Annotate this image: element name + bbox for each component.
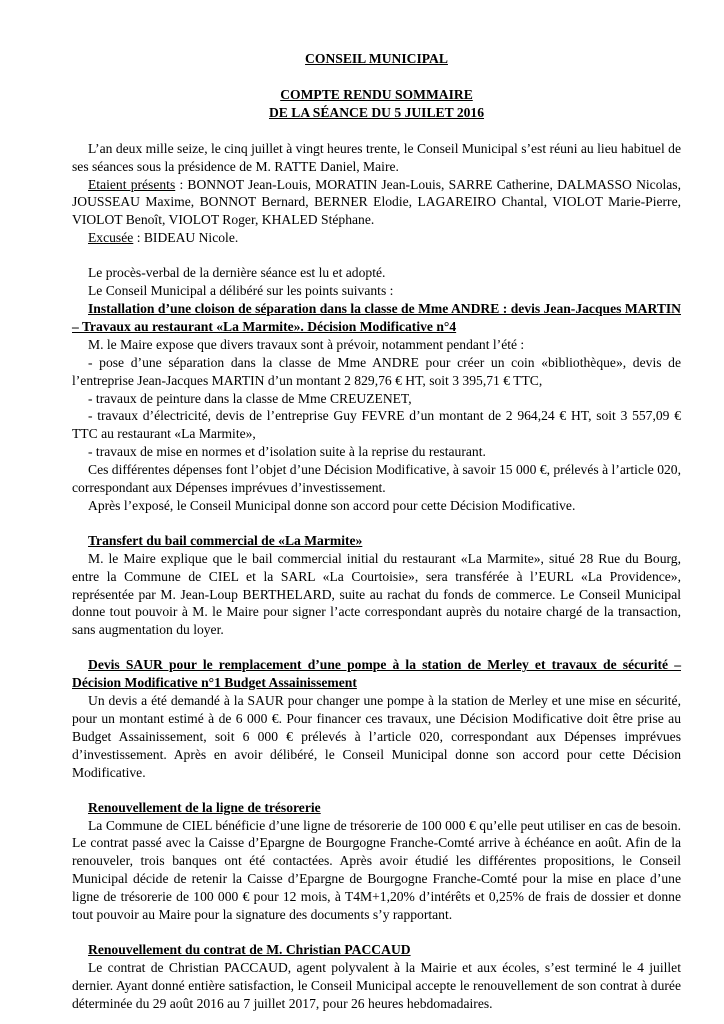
intro-opening: L’an deux mille seize, le cinq juillet à vingt heures trente, le Conseil Municipal s’est réuni au lieu habituel de ses séances sous la présidence de M. RATTE Daniel, Maire. xyxy=(72,140,681,174)
section-title: Installation d’une cloison de séparation dans la classe de Mme ANDRE : devis Jean-Jacques MARTIN – Travaux au restaurant «La Marmite». Décision Modificative n°4 xyxy=(72,300,681,334)
section-paragraph: - travaux de peinture dans la classe de Mme CREUZENET, xyxy=(88,390,412,406)
section-paragraph: - travaux de mise en normes et d’isolation suite à la reprise du restaurant. xyxy=(88,444,486,460)
deliberation-intro: Le Conseil Municipal a délibéré sur les points suivants : xyxy=(88,283,394,299)
excused-list: : BIDEAU Nicole. xyxy=(133,230,239,246)
present-label: Etaient présents xyxy=(88,176,176,192)
section-paragraph: M. le Maire expose que divers travaux sont à prévoir, notamment pendant l’été : xyxy=(88,336,525,352)
section-title: Renouvellement du contrat de M. Christian PACCAUD xyxy=(88,941,411,957)
section-title: Renouvellement de la ligne de trésorerie xyxy=(88,799,321,815)
section-paragraph: M. le Maire explique que le bail commercial initial du restaurant «La Marmite», situé 28 Rue du Bourg, entre la Commune de CIEL et la SARL «La Courtoisie», sera transférée à l’EURL «La Providence», représentée par M. Jean-Loup BERTHELARD, suite au rachat du fonds de commerce. Le Conseil Municipal donne tout pouvoir à M. le Maire pour signer l’acte correspondant auprès du notaire chargé de la transaction, sans augmentation du loyer. xyxy=(72,550,681,638)
section-paragraph: Après l’exposé, le Conseil Municipal donne son accord pour cette Décision Modificative. xyxy=(88,497,576,513)
section-title: Devis SAUR pour le remplacement d’une pompe à la station de Merley et travaux de sécurité – Décision Modificative n°1 Budget Assainissement xyxy=(72,657,681,691)
section-paragraph: - travaux d’électricité, devis de l’entreprise Guy FEVRE d’un montant de 2 964,24 € HT, soit 3 557,09 € TTC au restaurant «La Marmite», xyxy=(72,408,681,442)
document-subtitle-line1: COMPTE RENDU SOMMAIRE xyxy=(280,86,473,102)
section-paragraph: Ces différentes dépenses font l’objet d’une Décision Modificative, à savoir 15 000 €, prélevés à l’article 020, correspondant aux Dépenses imprévues d’investissement. xyxy=(72,462,681,496)
document-subtitle-line2: DE LA SÉANCE DU 5 JUILET 2016 xyxy=(268,104,485,120)
present-list: : BONNOT Jean-Louis, MORATIN Jean-Louis, SARRE Catherine, DALMASSO Nicolas, JOUSSEAU Maxime, BONNOT Bernard, BERNER Elodie, LAGAREIRO Chantal, VIOLOT Marie-Pierre, VIOLOT Benoît, VIOLOT Roger, KHALED Stéphane. xyxy=(72,176,681,228)
section-paragraph: - pose d’une séparation dans la classe de Mme ANDRE pour créer un coin «bibliothèque», devis de l’entreprise Jean-Jacques MARTIN d’un montant 2 829,76 € HT, soit 3 395,71 € TTC, xyxy=(72,354,681,388)
section-paragraph: Le contrat de Christian PACCAUD, agent polyvalent à la Mairie et aux écoles, s’est terminé le 4 juillet dernier. Ayant donné entière satisfaction, le Conseil Municipal accepte le renouvellement de son contrat à durée déterminée du 29 août 2016 au 7 juillet 2017, pour 26 heures hebdomadaires. xyxy=(72,959,681,1011)
document-page xyxy=(72,50,681,1013)
attendees-present xyxy=(72,176,681,230)
section-paragraph: La Commune de CIEL bénéficie d’une ligne de trésorerie de 100 000 € qu’elle peut utiliser en cas de besoin. Le contrat passé avec la Caisse d’Epargne de Bourgogne Franche-Comté arrive à échéance en août. Afin de la renouveler, trois banques ont été contactées. Après avoir étudié les différentes propositions, le Conseil Municipal décide de retenir la Caisse d’Epargne de Bourgogne Franche-Comté pour la mise en place d’une ligne de trésorerie de 100 000 € pour 12 mois, à T4M+1,20% d’intérêts et 0,25% de frais de dossier et donne tout pouvoir au Maire pour la signature des documents s’y rapportant. xyxy=(72,817,681,923)
section-paragraph: Un devis a été demandé à la SAUR pour changer une pompe à la station de Merley et une mise en sécurité, pour un montant estimé à de 6 000 €. Pour financer ces travaux, une Décision Modificative doit être prise au Budget Assainissement, soit 6 000 € prélevés à l’article 020, correspondant aux Dépenses imprévues d’investissement. Après en avoir délibéré, le Conseil Municipal donne son accord pour cette Décision Modificative. xyxy=(72,693,681,780)
section-title: Transfert du bail commercial de «La Marmite» xyxy=(88,532,363,548)
minutes-adopted: Le procès-verbal de la dernière séance est lu et adopté. xyxy=(88,265,386,281)
document-title: CONSEIL MUNICIPAL xyxy=(305,51,448,66)
attendees-excused xyxy=(72,229,681,247)
excused-label: Excusée xyxy=(88,230,134,246)
